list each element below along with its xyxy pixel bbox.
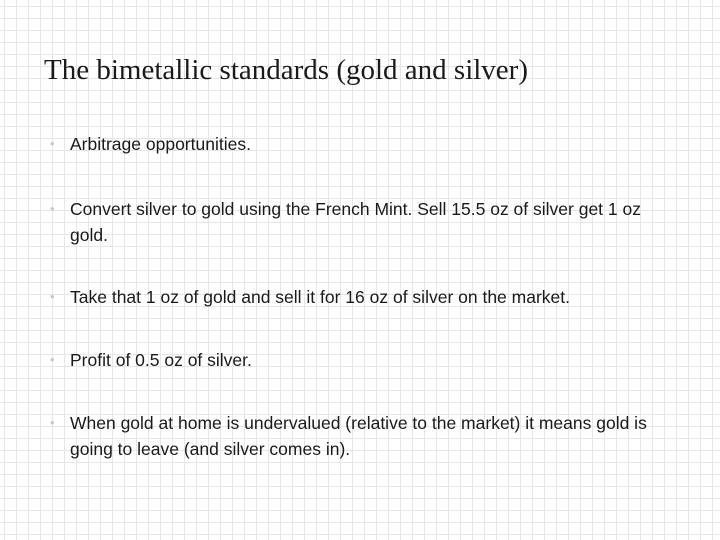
bullet-text: Convert silver to gold using the French Mint. Sell 15.5 oz of silver get 1 oz gold. [70,199,641,245]
bullet-item [50,131,660,157]
bullet-text: When gold at home is undervalued (relative to the market) it means gold is going to leave (and silver comes in). [70,413,647,459]
bullet-text: Arbitrage opportunities. [70,134,251,154]
bullet-dot-icon: • [50,201,55,216]
bullet-text: Profit of 0.5 oz of silver. [70,350,252,370]
bullet-dot-icon: • [50,289,55,304]
bullet-item [50,284,660,310]
bullet-item [50,410,660,462]
bullet-text: Take that 1 oz of gold and sell it for 16 oz of silver on the market. [70,287,570,307]
bullet-item [50,196,660,248]
bullet-dot-icon: • [50,136,55,151]
bullet-dot-icon: • [50,415,55,430]
bullet-dot-icon: • [50,352,55,367]
slide-title: The bimetallic standards (gold and silver) [44,54,528,86]
bullet-item [50,347,660,373]
